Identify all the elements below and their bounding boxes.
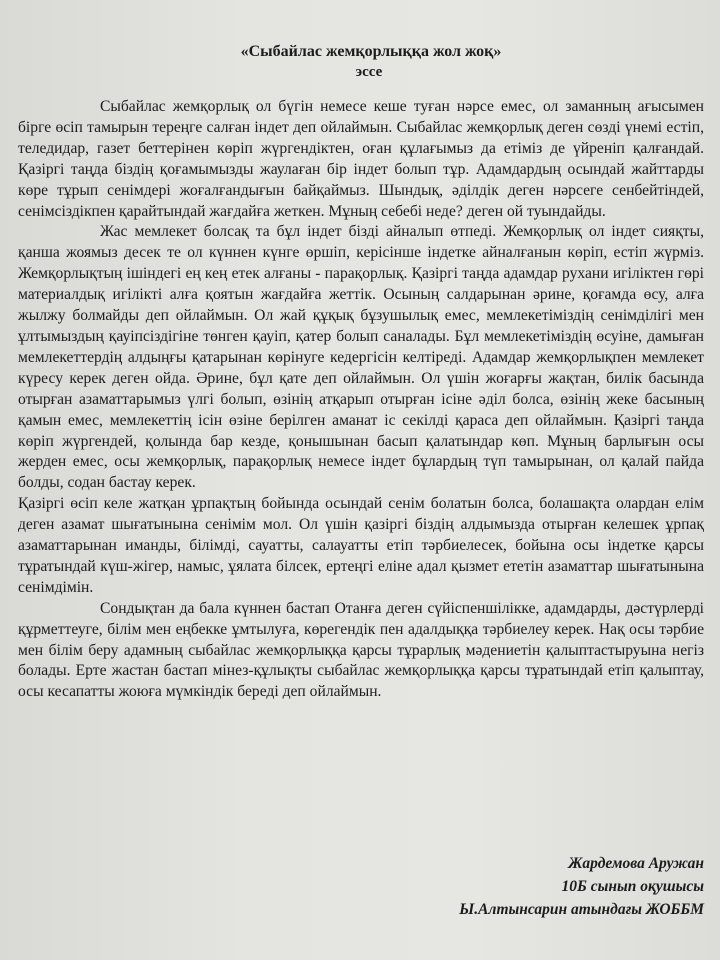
essay-subtitle: эссе [355, 64, 383, 80]
author-class: 10Б сынып оқушысы [561, 878, 704, 895]
author-name: Жардемова Аружан [568, 855, 704, 872]
paragraph-1: Сыбайлас жемқорлық ол бүгін немесе кеше туған нәрсе емес, ол заманның ағысымен бірге өсіп тамырын тереңге салған індет деп ойлаймын. Сыбайлас жемқорлық деген сөзді үнемі естіп, теледидар, газет беттерінен көріп жүргендіктен, оған құлағымыз да етіміз де үйреніп қалғандай. Қазіргі таңда біздің қоғамымызды жаулаған бір індет болып тұр. Адамдардың осындай жайттарды көре тұрып сенімдері жоғалғандығын байқаймыз. Шындық, әділдік деген нәрсеге сенбейтіндей, сенімсіздікпен қарайтындай жағдайға жеткен. Мұның себебі неде? деген ой туындайды. [18, 98, 704, 220]
author-signature-block [459, 852, 704, 921]
paragraph-2: Жас мемлекет болсақ та бұл індет бізді айналып өтпеді. Жемқорлық ол індет сияқты, қанша жоямыз десек те ол күннен күнге өршіп, керісінше індетке айналғанын көріп, естіп жүрміз. Жемқорлықтың ішіндегі ең кең етек алғаны - парақорлық. Қазіргі таңда адамдар рухани игіліктен гөрі материалдық игілікті алға қоятын жағдайға жеттік. Осының салдарынан әрине, қоғамда өсу, алға жылжу болмайды деп ойлаймын. Ол жай құқық бұзушылық емес, мемлекетіміздің сенімділігі мен ұлтымыздың қауіпсіздігіне төнген қауіп, қатер болып саналады. Бұл мемлекетіміздің өсуіне, дамыған мемлекеттердің алдыңғы қатарынан көрінуге кедергісін келтіреді. Адамдар жемқорлықпен мемлекет күресу керек деген ойда. Әрине, бұл қате деп ойлаймын. Ол үшін жоғарғы жақтан, билік басында отырған азаматтарымыз үлгі болып, өзінің атқарып отырған ісіне әділ болса, өзінің жеке басының қамын емес, мемлекеттің ісін өзіне берілген аманат іс секілді қараса деп ойлаймын. Қазіргі таңда көріп жүргендей, қолында бар кезде, қонышынан басып қалатындар көп. Мұның барлығын осы жерден емес, осы жемқорлық, парақорлық немесе індет бұлардың түп тамырынан, ол қалай пайда болды, содан бастау керек. [18, 223, 704, 492]
paragraph-4: Сондықтан да бала күннен бастап Отанға деген сүйіспеншілікке, адамдарды, дәстүрлерді құрметтеуге, білім мен еңбекке ұмтылуға, көрегендік пен адалдыққа тәрбиелеу керек. Нақ осы тәрбие мен білім беру адамның сыбайлас жемқорлыққа қарсы тұрарлық мәдениетін қалыптастыруына негіз болады. Ерте жастан бастап мінез-құлықты сыбайлас жемқорлыққа қарсы тұратындай етіп қалыптау, осы кесапатты жоюға мүмкіндік береді деп ойлаймын. [18, 599, 704, 701]
essay-body [18, 97, 704, 703]
paragraph-3: Қазіргі өсіп келе жатқан ұрпақтың бойында осындай сенім болатын болса, болашақта олардан елім деген азамат шығатынына сенімім мол. Ол үшін қазіргі біздің алдымызда отырған келешек ұрпақ азаматтарынан иманды, білімді, сауатты, салауатты етіп тәрбиелесек, бойына осы індетке қарсы тұратындай күш-жігер, намыс, ұялата білсек, ертеңгі еліне адал қызмет ететін азаматтар шығатынына сенімдімін. [18, 495, 704, 596]
author-school: Ы.Алтынсарин атындағы ЖОББМ [459, 901, 704, 918]
essay-title: «Сыбайлас жемқорлыққа жол жоқ» [240, 43, 502, 60]
